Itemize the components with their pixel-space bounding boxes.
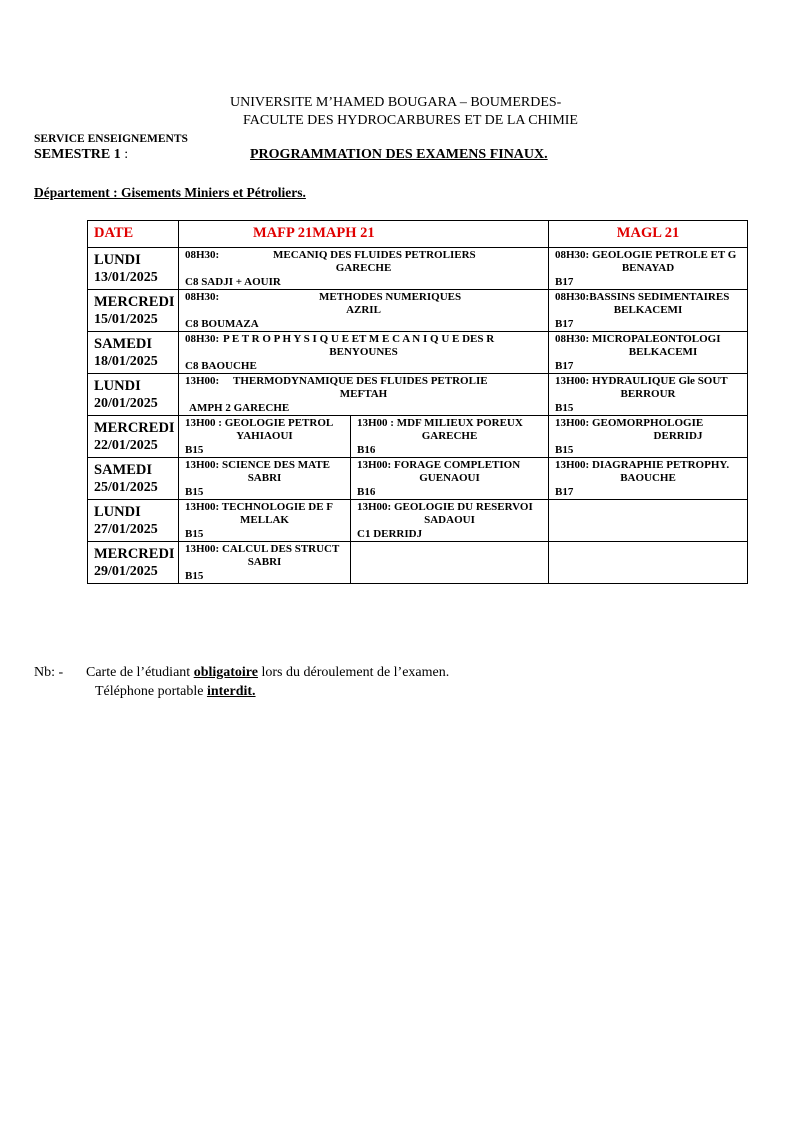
exam-cell-mafp: 13H00: CALCUL DES STRUCT SABRI B15 [179,542,351,584]
exam-room: C8 SADJI + AOUIR [185,276,281,288]
table-row [88,374,748,416]
header-maph: MAPH 21 [312,225,375,241]
semester-label [34,147,128,163]
table-header-row [88,221,748,248]
exam-time: 13H00: [185,375,220,387]
exam-teacher: GARECHE [335,262,392,274]
date-cell: LUNDI 27/01/2025 [88,500,179,542]
exam-cell-magl: 13H00: DIAGRAPHIE PETROPHY. BAOUCHE B17 [549,458,748,500]
note-line-1: Nb: - Carte de l’étudiant obligatoire lors du déroulement de l’examen. [34,665,450,680]
department-label: Département : Gisements Miniers et Pétroliers. [34,185,306,200]
exam-cell-magl: 08H30: GEOLOGIE PETROLE ET G BENAYAD B17 [549,248,748,290]
date-cell: LUNDI 20/01/2025 [88,374,179,416]
exam-title: MECANIQ DES FLUIDES PETROLIERS [273,249,476,261]
date-cell: SAMEDI 25/01/2025 [88,458,179,500]
exam-cell-maph [351,542,549,584]
exam-cell-maph: 13H00 : MDF MILIEUX POREUX GARECHE B16 [351,416,549,458]
table-row [88,458,748,500]
date-cell: MERCREDI 22/01/2025 [88,416,179,458]
table-row [88,248,748,290]
semester-text: SEMESTRE 1 [34,147,121,162]
exam-teacher: MEFTAH [339,388,388,400]
exam-title: P E T R O P H Y S I Q U E ET M E C A N I Q U E DES R [223,333,495,345]
header-magl: MAGL 21 [549,221,748,248]
exam-teacher: AZRIL [346,304,381,316]
exam-title: THERMODYNAMIQUE DES FLUIDES PETROLIE [233,375,488,387]
exam-teacher: BENYOUNES [329,346,398,358]
exam-cell-mafp: 13H00 : GEOLOGIE PETROL YAHIAOUI B15 [179,416,351,458]
table-row [88,416,748,458]
exam-cell-maph: 13H00: FORAGE COMPLETION GUENAOUI B16 [351,458,549,500]
exam-title: METHODES NUMERIQUES [319,291,462,303]
table-row [88,542,748,584]
exam-cell-magl [549,542,748,584]
exam-cell-magl: 13H00: GEOMORPHOLOGIE DERRIDJ B15 [549,416,748,458]
date-cell: SAMEDI 18/01/2025 [88,332,179,374]
exam-cell-merged [179,290,549,332]
exam-cell-mafp: 13H00: SCIENCE DES MATE SABRI B15 [179,458,351,500]
note-interdit: interdit. [206,684,256,699]
exam-cell-magl: 08H30:BASSINS SEDIMENTAIRES BELKACEMI B17 [549,290,748,332]
table-row [88,500,748,542]
exam-cell-magl [549,500,748,542]
service-label: SERVICE ENSEIGNEMENTS [34,133,188,145]
exam-room: C8 BAOUCHE [185,360,257,372]
exam-room: C8 BOUMAZA [185,318,259,330]
note-line-2: Téléphone portable interdit. [95,684,256,699]
university-name: UNIVERSITE M’HAMED BOUGARA – BOUMERDES- [230,95,562,110]
exam-time: 08H30: [185,333,220,345]
program-title: PROGRAMMATION DES EXAMENS FINAUX. [250,147,548,162]
header-mafp: MAFP 21 [253,225,313,241]
exam-cell-maph: 13H00: GEOLOGIE DU RESERVOI SADAOUI C1 DERRIDJ [351,500,549,542]
exam-cell-magl: 08H30: MICROPALEONTOLOGI BELKACEMI B17 [549,332,748,374]
note-obligatoire: obligatoire [193,665,258,680]
date-cell: MERCREDI 15/01/2025 [88,290,179,332]
exam-cell-merged [179,332,549,374]
faculty-name: FACULTE DES HYDROCARBURES ET DE LA CHIMIE [243,113,578,128]
exam-room: AMPH 2 GARECHE [189,402,290,414]
exam-time: 08H30: [185,249,220,261]
note-label: Nb: - [34,665,64,680]
exam-cell-merged [179,248,549,290]
header-mafp-maph [179,221,549,248]
date-cell: LUNDI 13/01/2025 [88,248,179,290]
exam-cell-merged [179,374,549,416]
date-cell: MERCREDI 29/01/2025 [88,542,179,584]
header-date: DATE [88,221,179,248]
table-row [88,290,748,332]
exam-cell-magl: 13H00: HYDRAULIQUE Gle SOUT BERROUR B15 [549,374,748,416]
exam-cell-mafp: 13H00: TECHNOLOGIE DE F MELLAK B15 [179,500,351,542]
semester-colon: : [120,147,129,162]
exam-schedule-table [87,220,748,584]
exam-time: 08H30: [185,291,220,303]
table-row [88,332,748,374]
